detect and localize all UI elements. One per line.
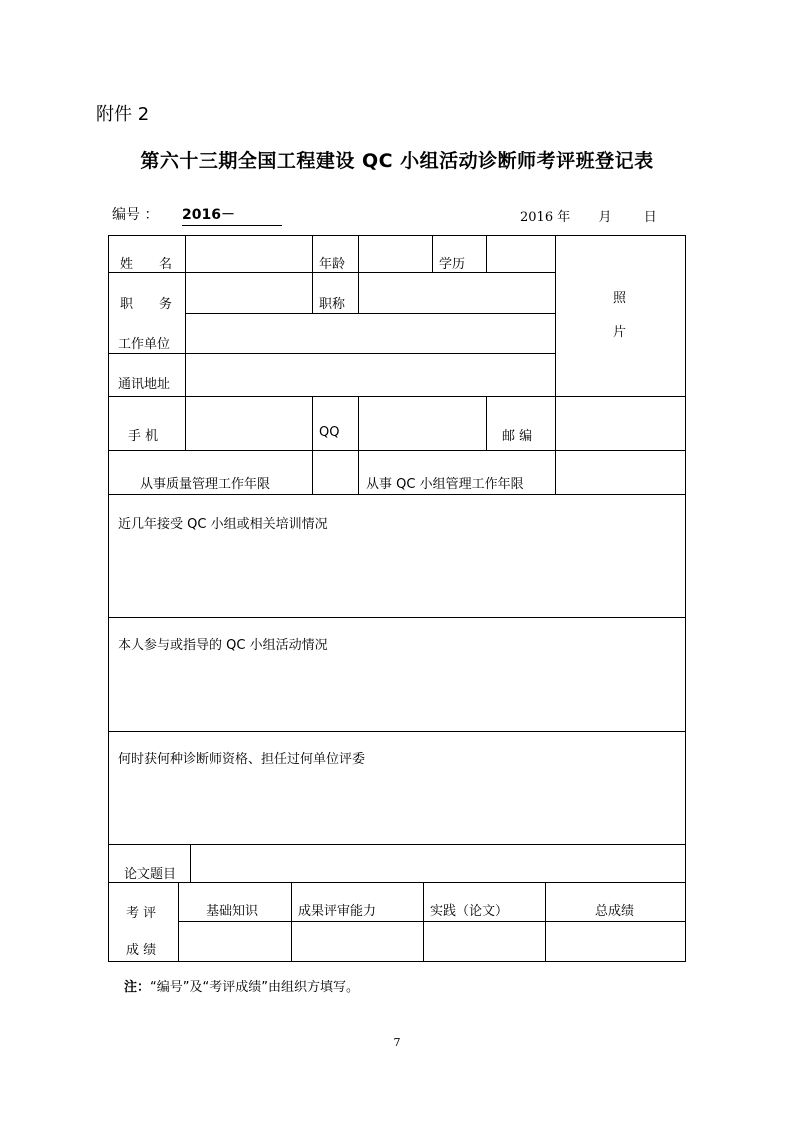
total-score-label: 总成绩 — [595, 904, 635, 919]
col-line-age — [312, 235, 313, 313]
col-line-edu — [432, 235, 433, 272]
row-line-1 — [108, 272, 555, 273]
postcode-label: 邮 编 — [502, 429, 533, 444]
basic-knowledge-label: 基础知识 — [206, 904, 259, 919]
col-line-label — [185, 235, 186, 450]
photo-label-2: 片 — [613, 325, 627, 340]
title-label: 职称 — [319, 297, 346, 312]
note-prefix: 注： — [124, 980, 151, 995]
photo-label-1: 照 — [613, 291, 627, 306]
date-day: 日 — [643, 210, 657, 225]
age-label: 年龄 — [319, 257, 346, 272]
mobile-label: 手 机 — [128, 429, 159, 444]
practice-label: 实践（论文） — [430, 904, 509, 919]
col-line-result — [423, 882, 424, 962]
qualification-label: 何时获何种诊断师资格、担任过何单位评委 — [118, 752, 366, 767]
row-line-4 — [108, 396, 686, 397]
quality-years-label: 从事质量管理工作年限 — [140, 477, 271, 492]
position-label: 职 务 — [120, 297, 173, 312]
border-top — [108, 235, 686, 236]
row-line-9 — [108, 844, 686, 845]
row-line-10 — [108, 882, 686, 883]
row-line-7 — [108, 617, 686, 618]
border-right — [685, 235, 686, 962]
col-line-age-value — [358, 235, 359, 313]
border-bottom — [108, 961, 686, 962]
score-label-2: 成 绩 — [126, 943, 157, 958]
qc-years-label: 从事 QC 小组管理工作年限 — [366, 477, 524, 492]
result-review-label: 成果评审能力 — [298, 904, 377, 919]
row-line-5 — [108, 450, 686, 451]
date-month: 月 — [598, 210, 612, 225]
col-line-thesis — [190, 844, 191, 882]
row-line-3 — [108, 353, 555, 354]
col-line-photo — [555, 235, 556, 494]
col-line-qq-value — [358, 396, 359, 494]
row-line-11 — [178, 921, 686, 922]
thesis-label: 论文题目 — [124, 867, 177, 882]
row-line-8 — [108, 731, 686, 732]
address-label: 通讯地址 — [118, 377, 171, 392]
score-label-1: 考 评 — [126, 906, 157, 921]
participation-label: 本人参与或指导的 QC 小组活动情况 — [118, 638, 328, 653]
form-title: 第六十三期全国工程建设 QC 小组活动诊断师考评班登记表 — [140, 150, 654, 172]
date-year: 2016 年 — [520, 210, 571, 225]
number-field[interactable]: 2016－ — [182, 204, 282, 226]
row-line-6 — [108, 494, 686, 495]
col-line-basic — [291, 882, 292, 962]
col-line-score-label — [178, 882, 179, 962]
training-label: 近几年接受 QC 小组或相关培训情况 — [118, 517, 328, 532]
col-line-post — [486, 396, 487, 450]
work-unit-label: 工作单位 — [118, 337, 171, 352]
qq-label: QQ — [319, 425, 340, 440]
attachment-label: 附件 2 — [96, 104, 150, 125]
col-line-edu-value — [486, 235, 487, 272]
footnote — [124, 976, 359, 995]
col-line-qq — [312, 396, 313, 494]
page-number: 7 — [393, 1036, 401, 1049]
education-label: 学历 — [439, 257, 466, 272]
date-line — [520, 206, 657, 225]
note-text: “编号”及“考评成绩”由组织方填写。 — [150, 980, 359, 995]
border-left — [108, 235, 109, 962]
col-line-practice — [545, 882, 546, 962]
number-label: 编号 ： — [112, 207, 159, 223]
name-label: 姓 名 — [120, 257, 173, 272]
row-line-2 — [185, 313, 555, 314]
registration-form — [108, 235, 686, 962]
